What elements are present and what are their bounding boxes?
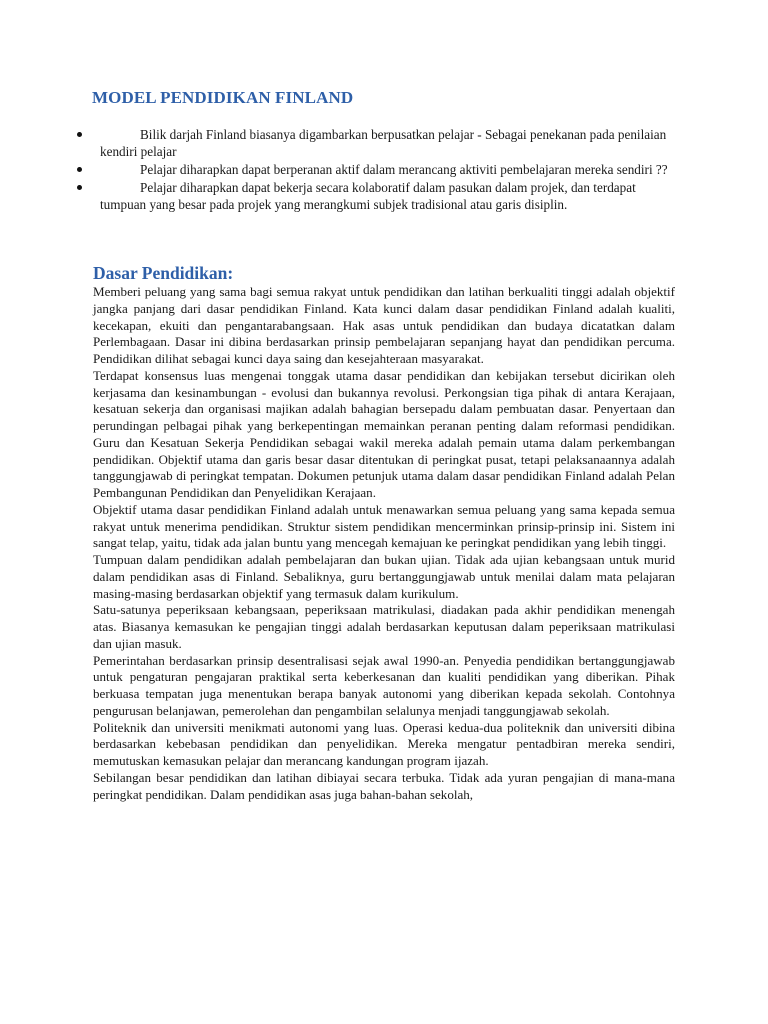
document-title: MODEL PENDIDIKAN FINLAND [92, 88, 354, 107]
paragraph: Memberi peluang yang sama bagi semua rakyat untuk pendidikan dan latihan berkualiti tinggi adalah objektif jangka panjang dari dasar pendidikan Finland. Kata kunci dalam dasar pendidikan Finland adalah kualiti, kecekapan, ekuiti dan pengantarabangsaan. Hak asas untuk pendidikan dan budaya dicatatkan dalam Perlembagaan. Dasar ini dibina berdasarkan prinsip pembelajaran sepanjang hayat dan pendidikan percuma. Pendidikan dilihat sebagai kunci daya saing dan kesejahteraan masyarakat. [93, 284, 675, 366]
paragraph: Tumpuan dalam pendidikan adalah pembelajaran dan bukan ujian. Tidak ada ujian kebangsaan untuk murid dalam pendidikan asas di Finland. Sebaliknya, guru bertanggungjawab untuk menilai dalam mata pelajaran masing-masing berdasarkan objektif yang termasuk dalam kurikulum. [93, 552, 675, 601]
bullet-item [74, 161, 674, 178]
section-heading: Dasar Pendidikan: [93, 263, 234, 283]
bullet-dot-icon [77, 167, 82, 172]
bullet-list [74, 126, 674, 214]
bullet-dot-icon [77, 185, 82, 190]
paragraph: Terdapat konsensus luas mengenai tonggak utama dasar pendidikan dan kebijakan tersebut dicirikan oleh kerjasama dan kesinambungan - evolusi dan bukannya revolusi. Perkongsian tiga pihak di antara Kerajaan, kesatuan sekerja dan organisasi majikan adalah bahagian bersepadu dalam pembuatan dasar. Penyertaan dan perundingan pelbagai pihak yang berkepentingan memainkan peranan penting dalam reformasi pendidikan. Guru dan Kesatuan Sekerja Pendidikan sebagai wakil mereka adalah pemain utama dalam perkembangan pendidikan. Objektif utama dan garis besar dasar ditentukan di peringkat pusat, tetapi pelaksanaannya adalah tanggungjawab di peringkat tempatan. Dokumen petunjuk utama dalam dasar pendidikan Finland adalah Pelan Pembangunan Pendidikan dan Penyelidikan Kerajaan. [93, 367, 675, 500]
paragraph: Satu-satunya peperiksaan kebangsaan, peperiksaan matrikulasi, diadakan pada akhir pendidikan menengah atas. Biasanya kemasukan ke pengajian tinggi adalah berdasarkan keputusan dalam peperiksaan matrikulasi dan ujian masuk. [93, 602, 675, 651]
bullet-text: Pelajar diharapkan dapat bekerja secara kolaboratif dalam pasukan dalam projek, dan terdapat tumpuan yang besar pada projek yang merangkumi subjek tradisional atau garis disiplin. [100, 180, 636, 212]
paragraph: Objektif utama dasar pendidikan Finland adalah untuk menawarkan semua peluang yang sama kepada semua rakyat untuk menerima pendidikan. Struktur sistem pendidikan mencerminkan prinsip-prinsip ini. Sistem ini sangat telap, yaitu, tidak ada jalan buntu yang mencegah kemajuan ke peringkat pendidikan yang lebih tinggi. [93, 501, 675, 551]
bullet-text: Pelajar diharapkan dapat berperanan aktif dalam merancang aktiviti pembelajaran mereka sendiri ?? [140, 162, 668, 177]
bullet-dot-icon [77, 132, 82, 137]
paragraph: Pemerintahan berdasarkan prinsip desentralisasi sejak awal 1990-an. Penyedia pendidikan bertanggungjawab untuk pengaturan pengajaran praktikal serta keberkesanan dan kualiti pendidikan yang diberikan. Pihak berkuasa tempatan juga menentukan berapa banyak autonomi yang diberikan kepada sekolah. Contohnya pengurusan belanjawan, pemerolehan dan pengambilan selalunya menjadi tanggungjawab sekolah. [93, 652, 675, 718]
bullet-text: Bilik darjah Finland biasanya digambarkan berpusatkan pelajar - Sebagai penekanan pada penilaian kendiri pelajar [100, 127, 667, 159]
section-body [93, 284, 675, 803]
paragraph: Sebilangan besar pendidikan dan latihan dibiayai secara terbuka. Tidak ada yuran pengajian di mana-mana peringkat pendidikan. Dalam pendidikan asas juga bahan-bahan sekolah, [93, 769, 675, 802]
bullet-item [74, 126, 674, 160]
paragraph: Politeknik dan universiti menikmati autonomi yang luas. Operasi kedua-dua politeknik dan universiti dibina berdasarkan kebebasan pendidikan dan penyelidikan. Mereka mengatur pentadbiran mereka sendiri, memutuskan kemasukan pelajar dan merancang kandungan program ijazah. [93, 719, 675, 768]
bullet-item [74, 179, 674, 213]
